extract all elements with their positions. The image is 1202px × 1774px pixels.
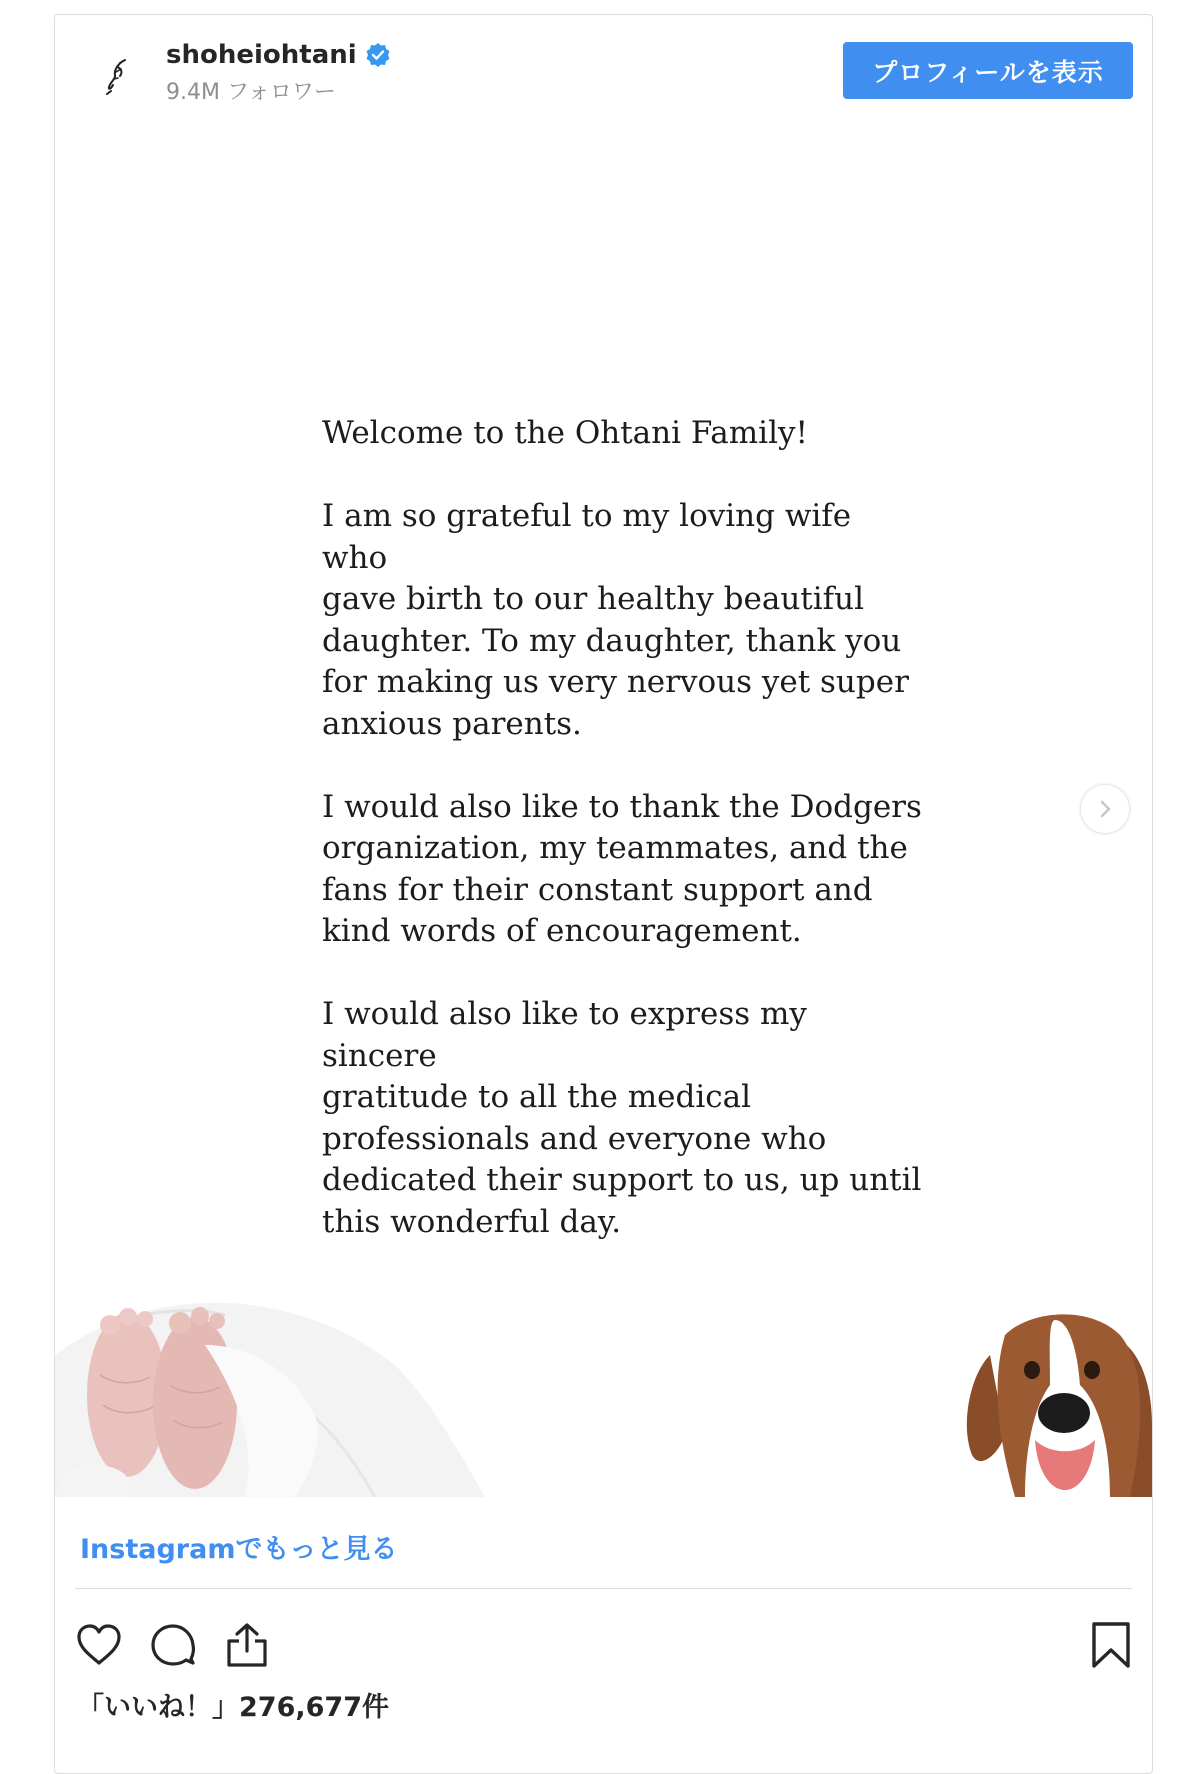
view-profile-button[interactable]: プロフィールを表示 — [843, 42, 1133, 99]
divider — [75, 1588, 1132, 1589]
statement-paragraph: Welcome to the Ohtani Family! — [322, 415, 808, 451]
profile-avatar[interactable] — [87, 45, 147, 105]
bookmark-icon[interactable] — [1085, 1619, 1137, 1671]
baby-feet-image — [55, 1285, 485, 1497]
post-header — [55, 15, 1152, 135]
chevron-right-icon — [1094, 798, 1116, 820]
comment-icon[interactable] — [147, 1619, 199, 1671]
username[interactable]: shoheiohtani — [166, 40, 357, 70]
follower-count: 9.4M フォロワー — [166, 80, 336, 105]
username-row[interactable] — [166, 40, 391, 70]
next-slide-button[interactable] — [1081, 785, 1129, 833]
heart-icon[interactable] — [73, 1619, 125, 1671]
dog-image — [960, 1295, 1152, 1497]
like-count[interactable]: 「いいね！」276,677件 — [77, 1692, 389, 1723]
statement-paragraph: I am so grateful to my loving wife who gave birth to our healthy beautiful daughter. To my daughter, thank you for making us very nervous yet super anxious parents. — [322, 498, 909, 742]
verified-badge-icon — [365, 42, 391, 68]
statement-paragraph: I would also like to express my sincere gratitude to all the medical professionals and everyone who dedicated their support to us, up until this wonderful day. — [322, 996, 922, 1240]
instagram-embed-card — [54, 14, 1153, 1774]
post-image[interactable] — [55, 135, 1152, 1497]
view-more-on-instagram-link[interactable]: Instagramでもっと見る — [80, 1534, 398, 1565]
statement-paragraph: I would also like to thank the Dodgers organization, my teammates, and the fans for their constant support and kind words of encouragement. — [322, 788, 922, 949]
statement-text — [322, 413, 922, 1285]
share-icon[interactable] — [221, 1619, 273, 1671]
signature-avatar-icon — [87, 45, 147, 105]
action-bar — [73, 1619, 273, 1671]
